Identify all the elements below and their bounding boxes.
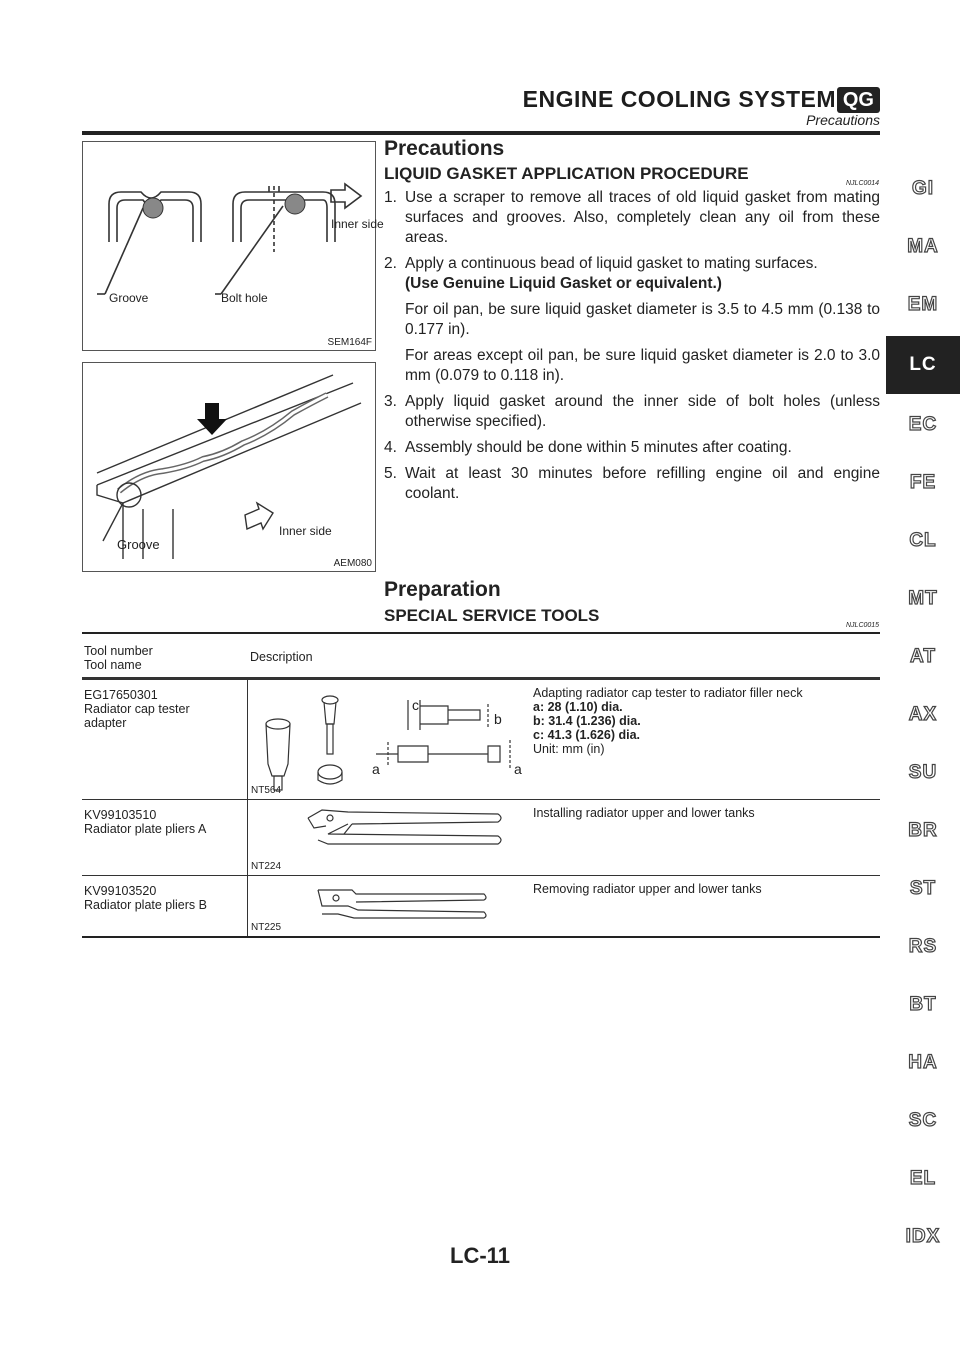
reference-tag: NJLC0015 — [846, 622, 880, 629]
figure-code: NT564 — [251, 785, 282, 796]
fig-label-c: c — [412, 697, 419, 713]
index-tab-cl[interactable]: CL — [909, 530, 937, 551]
fig1-label-groove: Groove — [109, 291, 149, 305]
index-tab-ec[interactable]: EC — [908, 414, 938, 435]
procedure-steps — [384, 188, 880, 510]
page-header-subtitle: Precautions — [806, 112, 880, 128]
subheading-special-tools: SPECIAL SERVICE TOOLS — [384, 606, 600, 625]
header-tool-number: Tool number — [84, 644, 153, 658]
tool-figure-cell — [248, 800, 530, 875]
figure-code: SEM164F — [327, 337, 372, 348]
index-tab-rs[interactable]: RS — [908, 936, 938, 957]
index-tab-ha[interactable]: HA — [908, 1052, 938, 1073]
step-text: Wait at least 30 minutes before refilling engine oil and engine coolant. — [405, 465, 880, 502]
tool-description: Removing radiator upper and lower tanks — [533, 882, 762, 896]
figure-code: AEM080 — [333, 558, 372, 569]
tool-name: Radiator cap tester — [84, 702, 190, 716]
step-note: For oil pan, be sure liquid gasket diameter is 3.5 to 4.5 mm (0.138 to 0.177 in). — [405, 301, 880, 338]
figure-code: NT225 — [251, 922, 282, 933]
tool-name: Radiator plate pliers A — [84, 822, 207, 836]
section-heading-preparation: Preparation — [384, 578, 501, 601]
index-tab-lc[interactable]: LC — [886, 336, 960, 394]
special-service-tools-table — [82, 632, 880, 938]
index-tab-su[interactable]: SU — [908, 762, 938, 783]
groove-diagram-illustration — [83, 142, 384, 352]
engine-code-badge: QG — [837, 87, 880, 113]
reference-tag: NJLC0014 — [846, 180, 880, 187]
tool-cell — [82, 876, 248, 936]
index-tab-br[interactable]: BR — [908, 820, 938, 841]
tool-cell — [82, 680, 248, 799]
step-text: Apply liquid gasket around the inner side of bolt holes (unless otherwise specified). — [405, 393, 880, 430]
tool-cell — [82, 800, 248, 875]
tool-name: adapter — [84, 716, 127, 730]
step-text: Apply a continuous bead of liquid gasket to mating surfaces. — [405, 255, 818, 272]
index-tab-sc[interactable]: SC — [908, 1110, 938, 1131]
tool-figure-cell — [248, 680, 530, 799]
figure-gasket-bead — [82, 362, 376, 572]
index-tab-st[interactable]: ST — [909, 878, 937, 899]
step-note: For areas except oil pan, be sure liquid gasket diameter is 2.0 to 3.0 mm (0.079 to 0.118 in). — [405, 347, 880, 384]
fig1-label-bolt-hole: Bolt hole — [221, 291, 268, 305]
tool-description-cell — [530, 876, 880, 936]
section-index-tabs — [886, 160, 960, 1266]
figure-code: NT224 — [251, 861, 282, 872]
fig2-label-groove: Groove — [117, 537, 160, 552]
step-number: 1. — [384, 189, 397, 206]
procedure-step — [384, 254, 880, 274]
cap-tester-adapter-illustration — [248, 680, 530, 800]
pliers-a-illustration — [248, 800, 530, 876]
fig-label-b: b — [494, 711, 502, 727]
table-row — [82, 800, 880, 876]
figure-gasket-groove — [82, 141, 384, 351]
bead-diagram-illustration — [83, 363, 377, 573]
table-header-row — [82, 634, 880, 680]
fig-label-a: a — [514, 761, 522, 777]
table-row — [82, 876, 880, 936]
tool-unit: Unit: mm (in) — [533, 742, 605, 756]
procedure-step — [384, 464, 880, 504]
header-tool-name: Tool name — [84, 658, 142, 672]
index-tab-ax[interactable]: AX — [908, 704, 938, 725]
tool-number: EG17650301 — [84, 688, 158, 702]
subheading-liquid-gasket: LIQUID GASKET APPLICATION PROCEDURE — [384, 164, 749, 183]
index-tab-el[interactable]: EL — [909, 1168, 937, 1189]
step-text: Use a scraper to remove all traces of old liquid gasket from mating surfaces and grooves. Also, completely clean any oil from these areas. — [405, 189, 880, 246]
pliers-b-illustration — [248, 876, 530, 936]
table-row — [82, 680, 880, 800]
page-header-title: ENGINE COOLING SYSTEM — [522, 86, 836, 112]
step-number: 3. — [384, 393, 397, 410]
header-description-label: Description — [250, 650, 313, 664]
tool-description-cell — [530, 680, 880, 799]
procedure-step — [384, 392, 880, 432]
step-number: 2. — [384, 255, 397, 272]
index-tab-em[interactable]: EM — [907, 294, 939, 315]
tool-description: Installing radiator upper and lower tanks — [533, 806, 755, 820]
step-number: 5. — [384, 465, 397, 482]
tool-name: Radiator plate pliers B — [84, 898, 207, 912]
step-text: Assembly should be done within 5 minutes after coating. — [405, 439, 792, 456]
procedure-step — [384, 438, 880, 458]
tool-spec: a: 28 (1.10) dia. — [533, 700, 623, 714]
tool-number: KV99103520 — [84, 884, 157, 898]
tool-description: Adapting radiator cap tester to radiator filler neck — [533, 686, 803, 700]
step-number: 4. — [384, 439, 397, 456]
fig1-label-inner-side: Inner side — [331, 217, 384, 231]
index-tab-mt[interactable]: MT — [908, 588, 938, 609]
fig-label-a: a — [372, 761, 380, 777]
index-tab-ma[interactable]: MA — [907, 236, 939, 257]
index-tab-bt[interactable]: BT — [909, 994, 937, 1015]
fig2-label-inner-side: Inner side — [279, 524, 332, 538]
tool-spec: c: 41.3 (1.626) dia. — [533, 728, 641, 742]
index-tab-fe[interactable]: FE — [909, 472, 937, 493]
tool-description-cell — [530, 800, 880, 875]
index-tab-idx[interactable]: IDX — [905, 1226, 941, 1247]
header-description — [248, 634, 880, 677]
tool-figure-cell — [248, 876, 530, 936]
page-number: LC-11 — [450, 1243, 510, 1268]
step-bold-note: (Use Genuine Liquid Gasket or equivalent.) — [405, 275, 722, 292]
procedure-step — [384, 188, 880, 248]
tool-spec: b: 31.4 (1.236) dia. — [533, 714, 641, 728]
header-rule — [82, 131, 880, 135]
tool-number: KV99103510 — [84, 808, 157, 822]
index-tab-gi[interactable]: GI — [911, 178, 935, 199]
section-heading-precautions: Precautions — [384, 137, 505, 160]
header-tool-col — [82, 634, 248, 677]
index-tab-at[interactable]: AT — [910, 646, 936, 667]
